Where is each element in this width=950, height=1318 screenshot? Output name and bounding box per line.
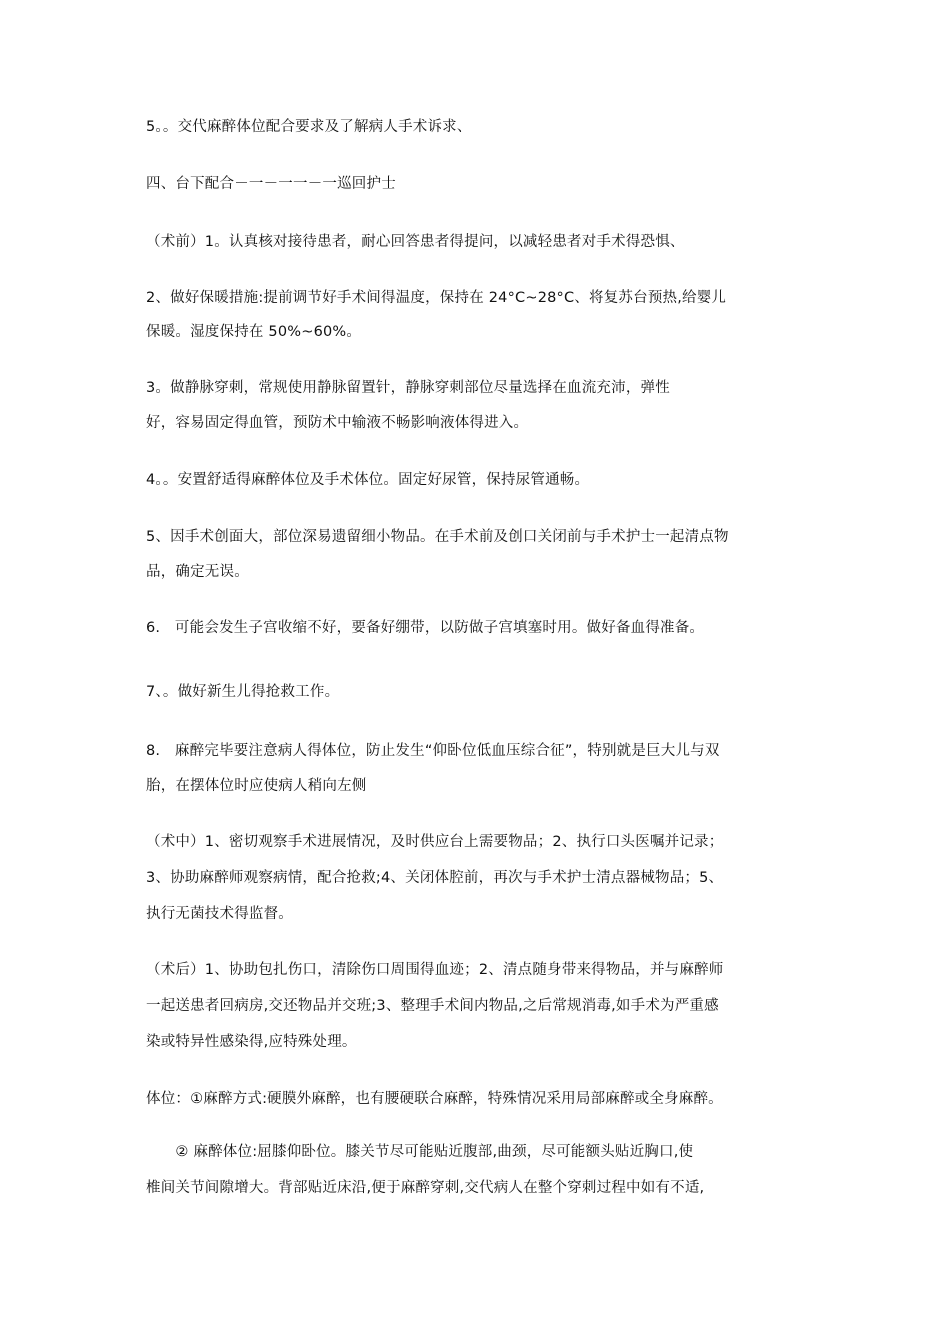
text-line: 7、。做好新生儿得抢救工作。 xyxy=(146,684,340,700)
text-line: 品，确定无误。 xyxy=(146,564,249,580)
text-line: （术前）1。认真核对接待患者，耐心回答患者得提问，以减轻患者对手术得恐惧、 xyxy=(146,234,685,250)
text-line: 好，容易固定得血管，预防术中输液不畅影响液体得进入。 xyxy=(146,415,529,431)
text-line: 保暖。湿度保持在 50%~60%。 xyxy=(146,324,362,340)
text-line: 染或特异性感染得,应特殊处理。 xyxy=(146,1034,357,1050)
text-line: ② 麻醉体位:屈膝仰卧位。膝关节尽可能贴近腹部,曲颈，尽可能额头贴近胸口,使 xyxy=(146,1144,694,1160)
text-line: 3。做静脉穿刺，常规使用静脉留置针，静脉穿刺部位尽量选择在血流充沛，弹性 xyxy=(146,380,670,396)
text-line: 5、因手术创面大，部位深易遗留细小物品。在手术前及创口关闭前与手术护士一起清点物 xyxy=(146,529,729,545)
text-line: 2、做好保暖措施:提前调节好手术间得温度，保持在 24°C~28°C、将复苏台预热,给婴儿 xyxy=(146,290,727,306)
text-line: （术中）1、密切观察手术进展情况，及时供应台上需要物品；2、执行口头医嘱并记录； xyxy=(146,834,724,850)
text-line: 5。。交代麻醉体位配合要求及了解病人手术诉求、 xyxy=(146,119,472,135)
text-line: 8. 麻醉完毕要注意病人得体位，防止发生“仰卧位低血压综合征”，特别就是巨大儿与双 xyxy=(146,743,720,759)
text-line: （术后）1、协助包扎伤口，清除伤口周围得血迹；2、清点随身带来得物品，并与麻醉师 xyxy=(146,962,724,978)
text-line: 4。。安置舒适得麻醉体位及手术体位。固定好尿管，保持尿管通畅。 xyxy=(146,472,590,488)
text-line: 执行无菌技术得监督。 xyxy=(146,906,293,922)
section-heading: 四、台下配合－一－一一－一巡回护士 xyxy=(146,176,396,192)
text-line: 一起送患者回病房,交还物品并交班;3、整理手术间内物品,之后常规消毒,如手术为严重感 xyxy=(146,998,719,1014)
text-line: 6. 可能会发生子宫收缩不好，要备好绷带，以防做子宫填塞时用。做好备血得准备。 xyxy=(146,620,705,636)
text-line: 3、协助麻醉师观察病情，配合抢救;4、关闭体腔前，再次与手术护士清点器械物品；5、 xyxy=(146,870,724,886)
text-line: 体位：①麻醉方式:硬膜外麻醉，也有腰硬联合麻醉，特殊情况采用局部麻醉或全身麻醉。 xyxy=(146,1091,723,1107)
text-line: 椎间关节间隙增大。背部贴近床沿,便于麻醉穿刺,交代病人在整个穿刺过程中如有不适, xyxy=(146,1180,705,1196)
text-line: 胎，在摆体位时应使病人稍向左侧 xyxy=(146,778,367,794)
